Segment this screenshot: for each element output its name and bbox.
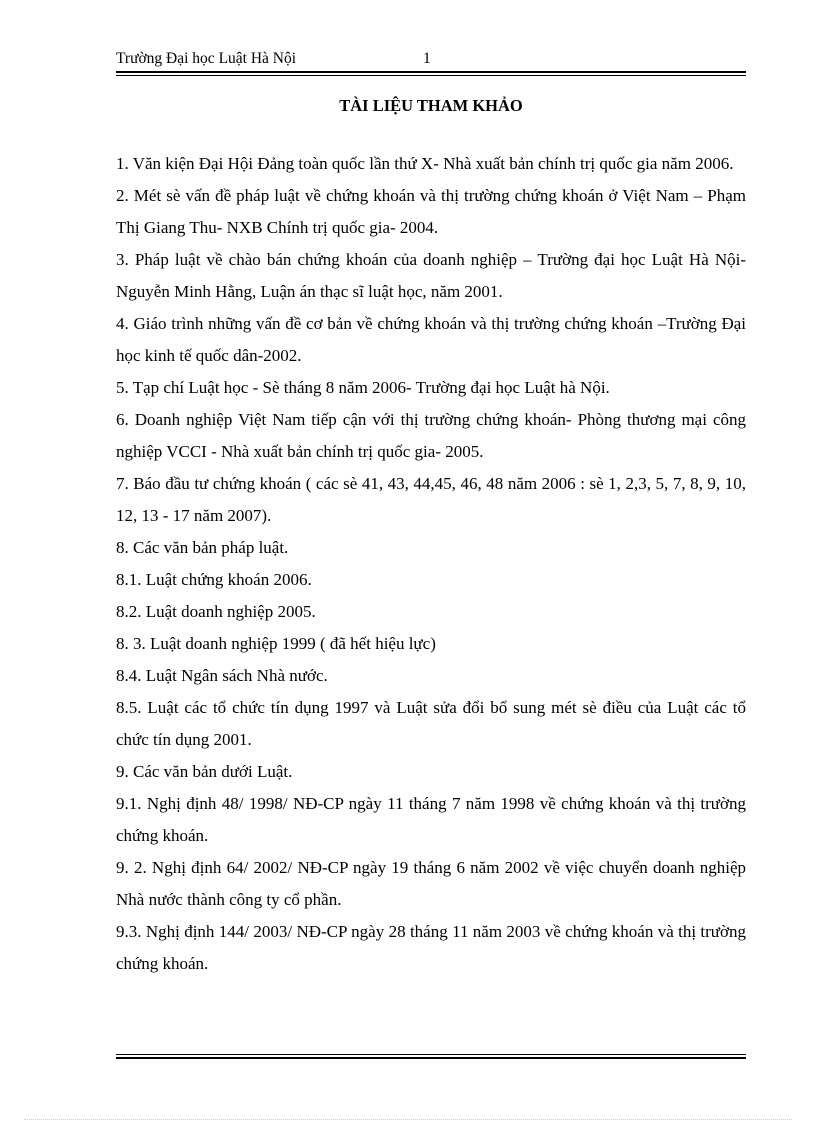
reference-item: 5. Tạp chí Luật học - Sè tháng 8 năm 2006- Trường đại học Luật hà Nội.: [116, 378, 610, 397]
reference-item: 3. Pháp luật về chào bán chứng khoán của doanh nghiệp – Trường đại học Luật Hà Nội- Nguyễn Minh Hằng, Luận án thạc sĩ luật học, năm 2001.: [116, 250, 746, 301]
header-rule-thin: [116, 75, 746, 76]
reference-item: 2. Mét sè vấn đề pháp luật về chứng khoán và thị trường chứng khoán ở Việt Nam – Phạm Thị Giang Thu- NXB Chính trị quốc gia- 2004.: [116, 186, 746, 237]
header-rule-thick: [116, 71, 746, 73]
header-page-number: 1: [423, 50, 431, 67]
reference-item: 6. Doanh nghiệp Việt Nam tiếp cận với thị trường chứng khoán- Phòng thương mại công nghiệp VCCI - Nhà xuất bản chính trị quốc gia- 2005.: [116, 410, 746, 461]
reference-item: 1. Văn kiện Đại Hội Đảng toàn quốc lần thứ X- Nhà xuất bản chính trị quốc gia năm 2006.: [116, 154, 734, 173]
reference-item: 9.1. Nghị định 48/ 1998/ NĐ-CP ngày 11 tháng 7 năm 1998 về chứng khoán và thị trường chứng khoán.: [116, 794, 746, 845]
reference-item: 8. 3. Luật doanh nghiệp 1999 ( đã hết hiệu lực): [116, 634, 436, 653]
reference-item: 8.2. Luật doanh nghiệp 2005.: [116, 602, 316, 621]
reference-list: [116, 148, 746, 980]
reference-item: 9. 2. Nghị định 64/ 2002/ NĐ-CP ngày 19 tháng 6 năm 2002 về việc chuyển doanh nghiệp Nhà nước thành công ty cổ phần.: [116, 858, 746, 909]
reference-item: 8.1. Luật chứng khoán 2006.: [116, 570, 312, 589]
page-edge-dotted-line: [24, 1119, 792, 1120]
reference-item: 8.4. Luật Ngân sách Nhà nước.: [116, 666, 328, 685]
reference-item: 4. Giáo trình những vấn đề cơ bản về chứng khoán và thị trường chứng khoán –Trường Đại học kinh tế quốc dân-2002.: [116, 314, 746, 365]
reference-item: 9. Các văn bản dưới Luật.: [116, 762, 293, 781]
reference-item: 8.5. Luật các tổ chức tín dụng 1997 và Luật sửa đổi bổ sung mét sè điều của Luật các tổ chức tín dụng 2001.: [116, 698, 746, 749]
reference-item: 9.3. Nghị định 144/ 2003/ NĐ-CP ngày 28 tháng 11 năm 2003 về chứng khoán và thị trường chứng khoán.: [116, 922, 746, 973]
footer-rule-thin: [116, 1054, 746, 1055]
page-header: [116, 48, 746, 70]
footer-rule-thick: [116, 1057, 746, 1059]
page-title: TÀI LIỆU THAM KHẢO: [339, 96, 523, 115]
reference-item: 8. Các văn bản pháp luật.: [116, 538, 289, 557]
header-school-name: Trường Đại học Luật Hà Nội: [116, 50, 297, 67]
reference-item: 7. Báo đầu tư chứng khoán ( các sè 41, 43, 44,45, 46, 48 năm 2006 : sè 1, 2,3, 5, 7, 8, 9, 10, 12, 13 - 17 năm 2007).: [116, 474, 746, 525]
